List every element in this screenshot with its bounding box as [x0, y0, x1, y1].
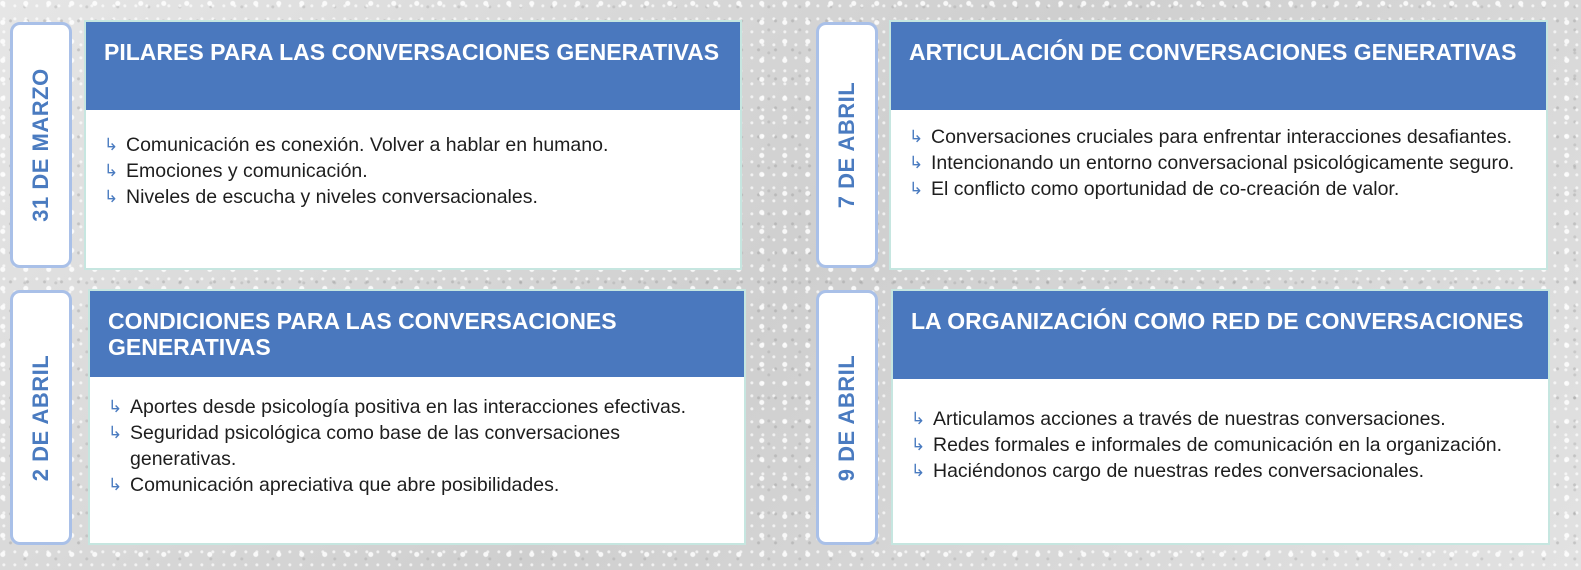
date-tab-9-abril	[816, 290, 878, 545]
list-item	[909, 176, 1528, 202]
list-item	[104, 132, 722, 158]
session-card-pilares	[84, 20, 742, 270]
topic-list	[108, 394, 726, 498]
arrow-bullet-icon: ↳	[911, 409, 926, 428]
session-date: 7 DE ABRIL	[834, 81, 859, 209]
session-title: CONDICIONES PARA LAS CONVERSACIONES GENERATIVAS	[90, 291, 744, 377]
topic-list	[909, 124, 1528, 202]
topic-text: Seguridad psicológica como base de las conversaciones generativas.	[130, 422, 620, 470]
session-body	[86, 110, 740, 210]
arrow-bullet-icon: ↳	[909, 127, 924, 146]
date-tab-2-abril	[10, 290, 72, 545]
arrow-bullet-icon: ↳	[108, 423, 123, 442]
topic-text: Intencionando un entorno conversacional psicológicamente seguro.	[931, 152, 1515, 174]
topic-text: Comunicación es conexión. Volver a hablar en humano.	[126, 134, 609, 156]
topic-list	[911, 406, 1530, 484]
session-title: LA ORGANIZACIÓN COMO RED DE CONVERSACIONES	[893, 291, 1548, 379]
list-item	[108, 394, 726, 420]
date-tab-31-marzo	[10, 22, 72, 268]
list-item	[108, 472, 726, 498]
topic-list	[104, 132, 722, 210]
list-item	[104, 184, 722, 210]
arrow-bullet-icon: ↳	[909, 179, 924, 198]
list-item	[911, 458, 1530, 484]
arrow-bullet-icon: ↳	[104, 187, 119, 206]
topic-text: Conversaciones cruciales para enfrentar interacciones desafiantes.	[931, 126, 1512, 148]
list-item	[909, 150, 1528, 176]
arrow-bullet-icon: ↳	[104, 161, 119, 180]
arrow-bullet-icon: ↳	[108, 475, 123, 494]
session-body	[893, 379, 1548, 484]
session-date: 9 DE ABRIL	[834, 354, 859, 481]
arrow-bullet-icon: ↳	[909, 153, 924, 172]
session-title: PILARES PARA LAS CONVERSACIONES GENERATIVAS	[86, 22, 740, 110]
list-item	[911, 406, 1530, 432]
session-card-organizacion	[891, 289, 1550, 545]
session-body	[891, 110, 1546, 202]
list-item	[104, 158, 722, 184]
list-item	[108, 420, 726, 472]
arrow-bullet-icon: ↳	[108, 397, 123, 416]
session-title: ARTICULACIÓN DE CONVERSACIONES GENERATIVAS	[891, 22, 1546, 110]
arrow-bullet-icon: ↳	[911, 461, 926, 480]
topic-text: Niveles de escucha y niveles conversacionales.	[126, 186, 538, 208]
list-item	[909, 124, 1528, 150]
arrow-bullet-icon: ↳	[911, 435, 926, 454]
arrow-bullet-icon: ↳	[104, 135, 119, 154]
topic-text: Articulamos acciones a través de nuestras conversaciones.	[933, 408, 1446, 430]
topic-text: Aportes desde psicología positiva en las interacciones efectivas.	[130, 396, 687, 418]
topic-text: Emociones y comunicación.	[126, 160, 368, 182]
session-card-articulacion	[889, 20, 1548, 270]
date-tab-7-abril	[816, 22, 878, 268]
session-card-condiciones	[88, 289, 746, 545]
list-item	[911, 432, 1530, 458]
topic-text: Comunicación apreciativa que abre posibilidades.	[130, 474, 560, 496]
session-date: 2 DE ABRIL	[28, 354, 53, 481]
topic-text: Redes formales e informales de comunicación en la organización.	[933, 434, 1503, 456]
topic-text: El conflicto como oportunidad de co-creación de valor.	[931, 178, 1400, 200]
topic-text: Haciéndonos cargo de nuestras redes conversacionales.	[933, 460, 1425, 482]
session-body	[90, 377, 744, 498]
session-date: 31 DE MARZO	[28, 68, 53, 222]
